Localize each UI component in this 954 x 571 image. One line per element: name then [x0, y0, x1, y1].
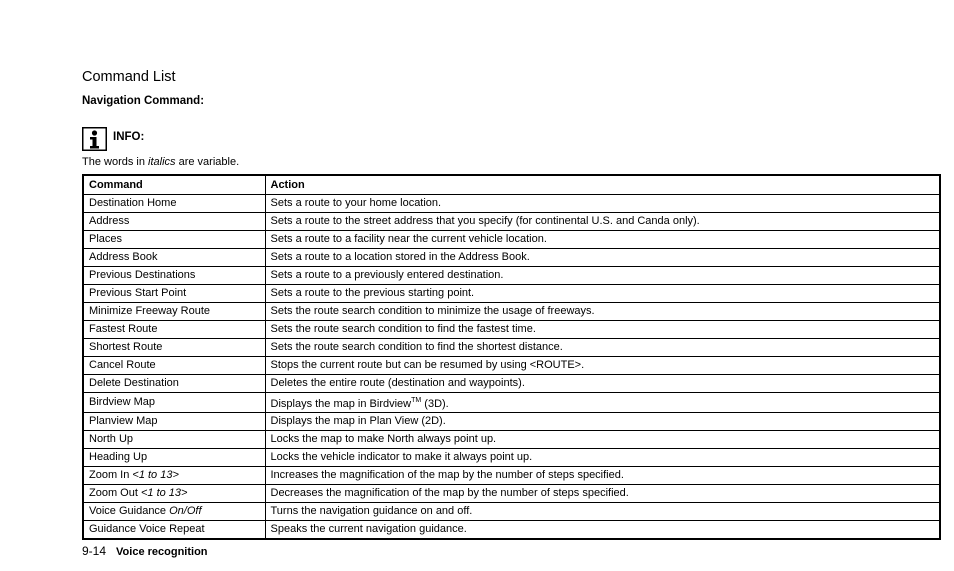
command-table: [82, 174, 941, 540]
info-text-before: The words in: [82, 156, 149, 168]
column-header-action: Action: [265, 175, 940, 195]
action-text: Displays the map in Plan View (2D).: [270, 415, 446, 427]
command-name: Address Book: [89, 251, 158, 263]
command-cell: [83, 285, 265, 303]
info-text-italic: italics: [148, 156, 176, 168]
table-row: [83, 449, 940, 467]
action-cell: [265, 503, 940, 521]
command-name: Birdview Map: [89, 396, 156, 408]
command-name: Zoom Out: [89, 487, 141, 499]
table-row: [83, 267, 940, 285]
table-row: [83, 521, 940, 540]
info-icon: [82, 127, 107, 151]
page-footer: [82, 544, 208, 558]
action-cell: [265, 375, 940, 393]
table-row: [83, 467, 940, 485]
command-name: Cancel Route: [89, 359, 156, 371]
table-row: [83, 393, 940, 413]
section-title: Command List: [82, 69, 176, 85]
action-text: Sets the route search condition to find the fastest time.: [270, 323, 536, 335]
table-row: [83, 431, 940, 449]
info-note: [82, 156, 239, 168]
action-cell: [265, 357, 940, 375]
action-cell: [265, 321, 940, 339]
action-text: Sets a route to a previously entered destination.: [270, 269, 504, 281]
action-text: Sets the route search condition to find the shortest distance.: [270, 341, 563, 353]
action-cell: [265, 413, 940, 431]
table-row: [83, 503, 940, 521]
action-cell: [265, 431, 940, 449]
command-name: Address: [89, 215, 130, 227]
command-name: North Up: [89, 433, 134, 445]
command-variable: <1 to 13>: [140, 487, 188, 499]
action-cell: [265, 231, 940, 249]
command-name: Previous Destinations: [89, 269, 196, 281]
command-name: Planview Map: [89, 415, 158, 427]
command-cell: [83, 339, 265, 357]
action-cell: [265, 467, 940, 485]
command-name: Delete Destination: [89, 377, 179, 389]
action-text: Turns the navigation guidance on and off.: [270, 505, 473, 517]
command-cell: [83, 393, 265, 413]
command-name: Shortest Route: [89, 341, 163, 353]
command-name: Places: [89, 233, 123, 245]
action-text-after: (3D).: [421, 398, 449, 410]
table-row: [83, 413, 940, 431]
command-name: Zoom In: [89, 469, 133, 481]
page-number: 9-14: [82, 544, 107, 558]
command-cell: [83, 213, 265, 231]
command-cell: [83, 413, 265, 431]
command-cell: [83, 449, 265, 467]
command-name: Fastest Route: [89, 323, 158, 335]
action-text: Sets a route to a facility near the current vehicle location.: [270, 233, 547, 245]
action-text: Deletes the entire route (destination and waypoints).: [270, 377, 525, 389]
table-row: [83, 285, 940, 303]
command-name: Previous Start Point: [89, 287, 187, 299]
action-text: Locks the map to make North always point up.: [270, 433, 497, 445]
command-cell: [83, 267, 265, 285]
info-text-after: are variable.: [175, 156, 240, 168]
command-name: Destination Home: [89, 197, 177, 209]
command-table-body: [83, 195, 940, 540]
action-cell: [265, 213, 940, 231]
action-text: Speaks the current navigation guidance.: [270, 523, 467, 535]
action-text: Sets a route to the street address that you specify (for continental U.S. and Canda only).: [270, 215, 700, 227]
table-row: [83, 303, 940, 321]
action-text: Increases the magnification of the map by the number of steps specified.: [270, 469, 624, 481]
command-cell: [83, 467, 265, 485]
table-row: [83, 249, 940, 267]
command-cell: [83, 231, 265, 249]
command-variable: <1 to 13>: [132, 469, 179, 481]
table-header-row: [83, 175, 940, 195]
action-cell: [265, 485, 940, 503]
action-text: Sets a route to a location stored in the Address Book.: [270, 251, 530, 263]
command-cell: [83, 375, 265, 393]
action-cell: [265, 303, 940, 321]
action-text: Locks the vehicle indicator to make it always point up.: [270, 451, 533, 463]
action-text: Stops the current route but can be resumed by using <ROUTE>.: [270, 359, 585, 371]
subsection-title: Navigation Command:: [82, 95, 205, 107]
action-cell: [265, 267, 940, 285]
command-cell: [83, 431, 265, 449]
command-name: Minimize Freeway Route: [89, 305, 211, 317]
action-text: Sets a route to your home location.: [270, 197, 442, 209]
action-cell: [265, 249, 940, 267]
command-variable: On/Off: [169, 505, 202, 517]
command-cell: [83, 521, 265, 540]
action-cell: [265, 195, 940, 213]
column-header-command: Command: [83, 175, 265, 195]
command-cell: [83, 303, 265, 321]
trademark-superscript: TM: [411, 397, 422, 404]
action-cell: [265, 339, 940, 357]
table-row: [83, 485, 940, 503]
command-cell: [83, 503, 265, 521]
table-row: [83, 321, 940, 339]
action-cell: [265, 285, 940, 303]
action-cell: [265, 449, 940, 467]
table-row: [83, 231, 940, 249]
command-cell: [83, 195, 265, 213]
table-row: [83, 213, 940, 231]
table-row: [83, 195, 940, 213]
command-cell: [83, 249, 265, 267]
info-label: INFO:: [113, 131, 145, 143]
command-name: Heading Up: [89, 451, 148, 463]
table-row: [83, 375, 940, 393]
action-text: Decreases the magnification of the map by the number of steps specified.: [270, 487, 629, 499]
action-text: Sets the route search condition to minimize the usage of freeways.: [270, 305, 595, 317]
table-row: [83, 357, 940, 375]
command-cell: [83, 321, 265, 339]
table-row: [83, 339, 940, 357]
action-text: Sets a route to the previous starting point.: [270, 287, 475, 299]
command-cell: [83, 357, 265, 375]
command-name: Guidance Voice Repeat: [89, 523, 205, 535]
footer-section-name: Voice recognition: [116, 546, 208, 558]
action-cell: [265, 393, 940, 413]
action-text: Displays the map in Birdview: [270, 398, 412, 410]
command-name: Voice Guidance: [89, 505, 170, 517]
action-cell: [265, 521, 940, 540]
command-cell: [83, 485, 265, 503]
